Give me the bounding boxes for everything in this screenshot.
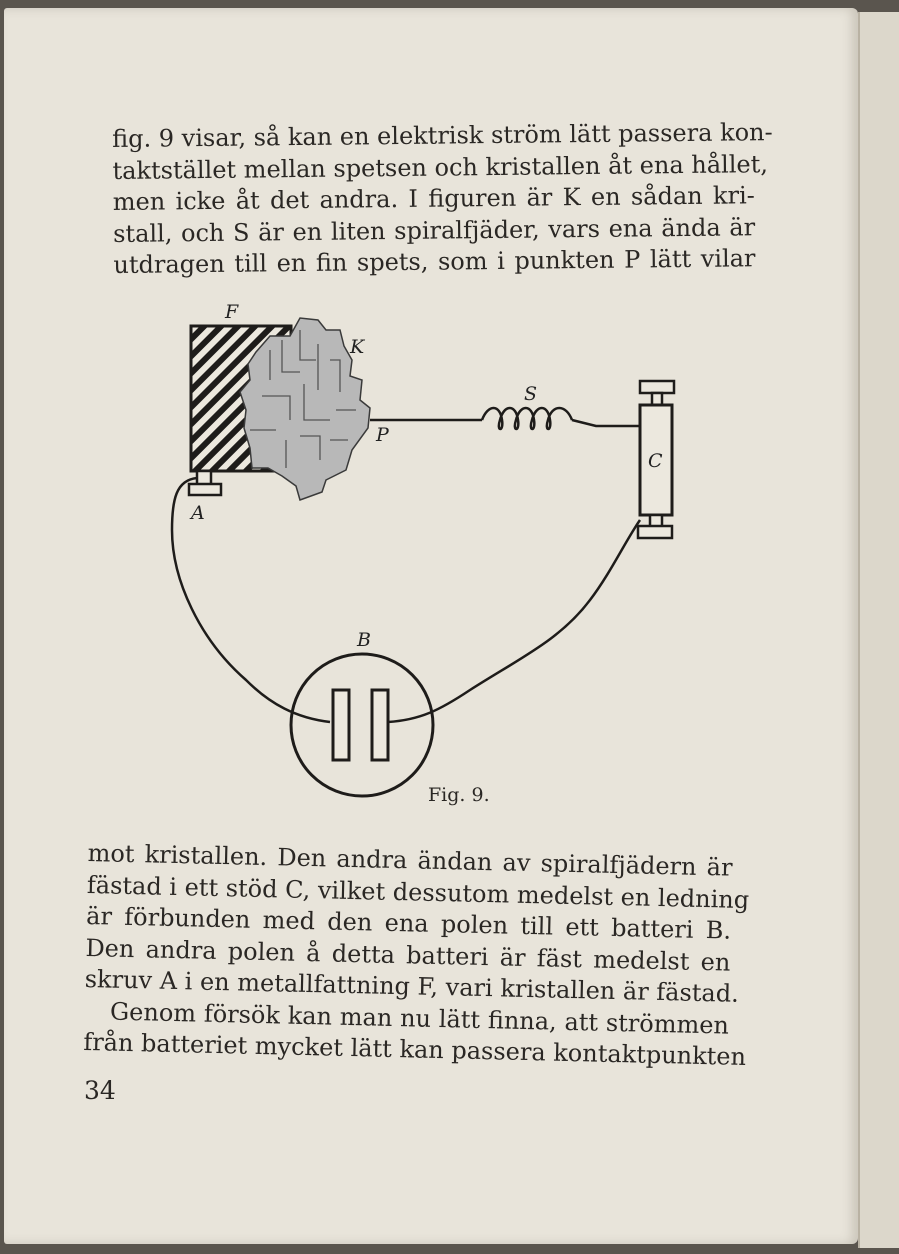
figure-caption: Fig. 9. (428, 784, 490, 806)
text-line: men icke åt det andra. I figuren är K en sådan kri- (112, 181, 755, 216)
text-line: från batteriet mycket lätt kan passera kontaktpunkten (83, 1027, 747, 1071)
text-line: mot kristallen. Den andra ändan av spiralfjädern är (87, 838, 733, 882)
text-line: fästad i ett stöd C, vilket dessutom medelst en ledning (86, 870, 750, 914)
screw-a-base (189, 484, 221, 495)
label-c: C (648, 450, 663, 472)
label-k: K (350, 336, 365, 358)
support-c-top-neck (652, 393, 662, 405)
label-b: B (357, 629, 371, 651)
spring-s (482, 408, 572, 429)
label-f: F (225, 301, 239, 323)
text-line: taktstället mellan spetsen och kristallen åt ena hållet, (112, 149, 769, 185)
wire-spring-to-c (572, 420, 640, 426)
battery-b-plate-right (372, 690, 388, 760)
text-line: är förbunden med den ena polen till ett batteri B. (85, 901, 732, 945)
label-s: S (524, 383, 538, 405)
battery-b-circle (291, 654, 433, 796)
label-p: P (376, 424, 389, 446)
text-line: Genom försök kan man nu lätt finna, att strömmen (109, 997, 730, 1040)
text-line: utdragen till en fin spets, som i punkten P lätt vilar (113, 244, 756, 279)
support-c-top-cap (640, 381, 674, 393)
support-c-bottom-cap (638, 526, 672, 538)
label-a: A (191, 502, 205, 524)
text-line: skruv A i en metallfattning F, vari kristallen är fästad. (84, 964, 740, 1008)
battery-b-plate-left (333, 690, 349, 760)
text-line: Den andra polen å detta batteri är fäst medelst en (85, 933, 731, 977)
text-line: stall, och S är en liten spiralfjäder, vars ena ända är (113, 212, 756, 248)
paragraph-bottom (83, 838, 750, 1073)
page-number: 34 (84, 1076, 116, 1105)
text-line: fig. 9 visar, så kan en elektrisk ström lätt passera kon- (112, 118, 773, 153)
